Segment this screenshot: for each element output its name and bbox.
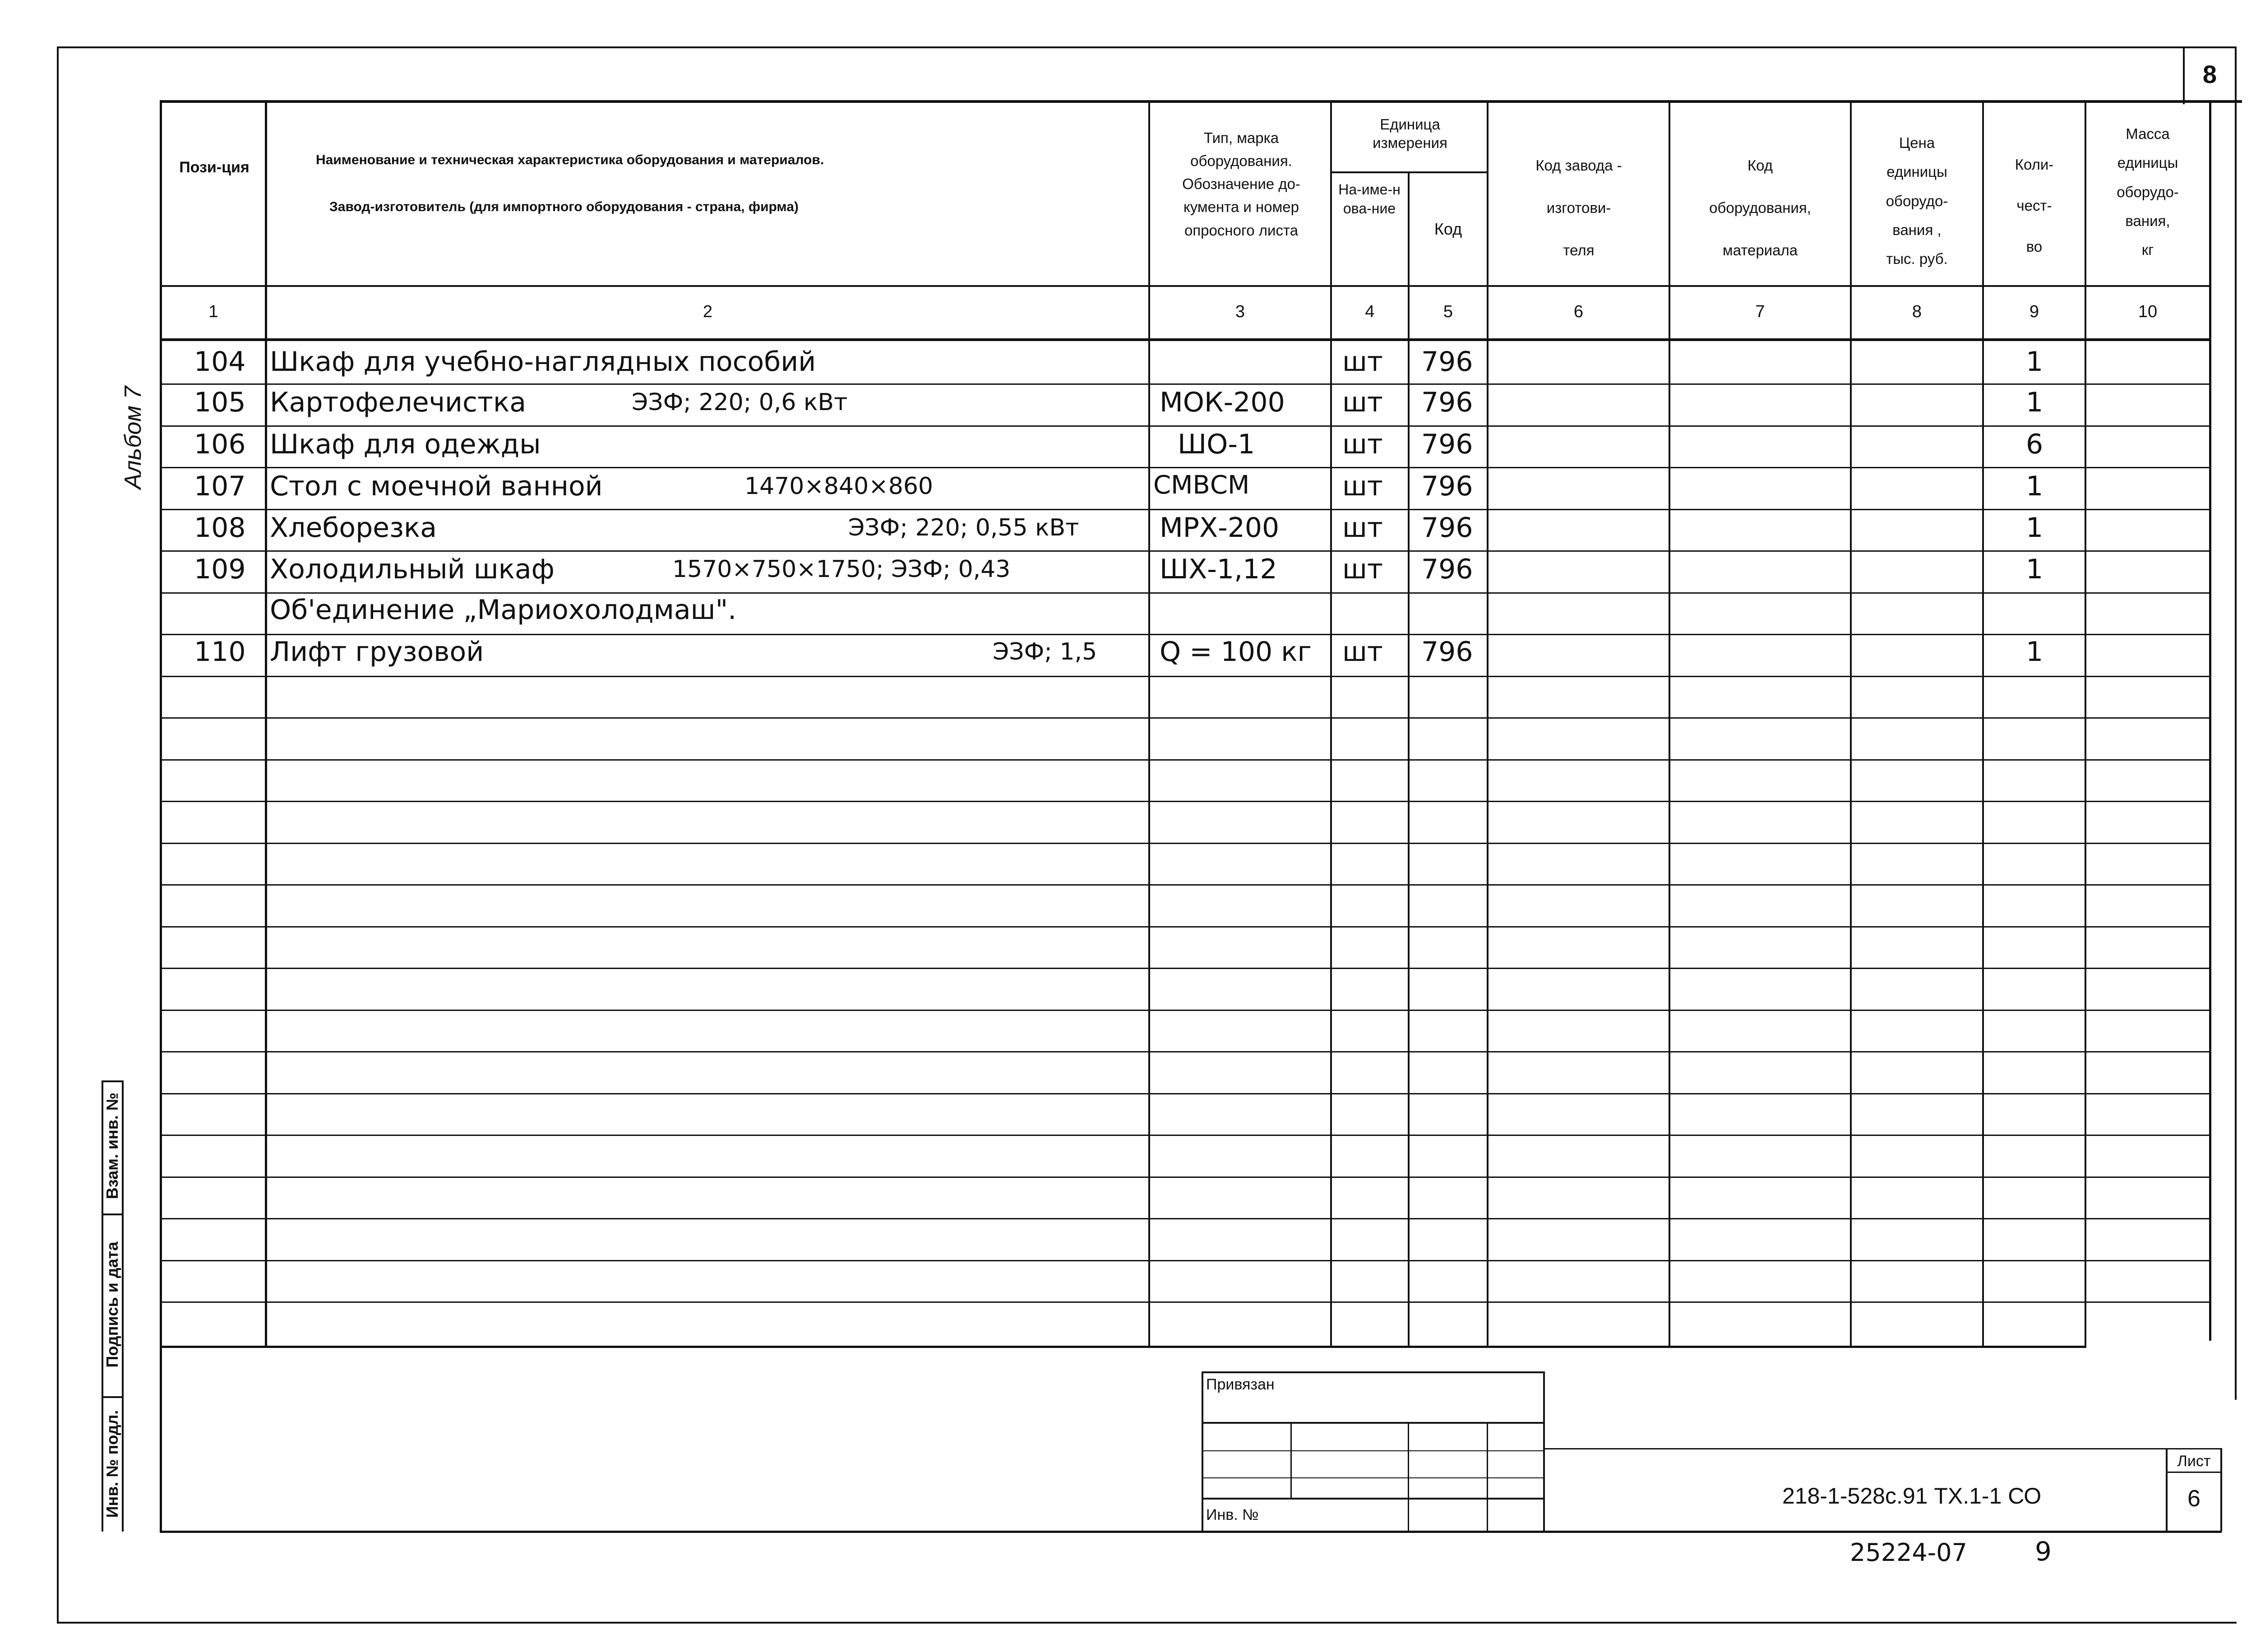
header-price: Цена единицы оборудо- вания , тыс. руб.: [1886, 134, 1948, 268]
stamp-attached-label: Привязан: [1206, 1376, 1275, 1393]
row-104-pos: 104: [194, 346, 246, 378]
sheet-label: Лист: [2177, 1453, 2211, 1470]
row-109-pos: 109: [194, 554, 246, 585]
stamp-inv-label: Инв. №: [1206, 1506, 1259, 1523]
table-row-line: [160, 884, 2211, 886]
colnum-3: 3: [1235, 302, 1245, 321]
header-unit-name: На-име-нова-ние: [1338, 181, 1401, 217]
row-108-spec: ЭЗФ; 220; 0,55 кВт: [848, 514, 1079, 541]
table-row-line: [160, 1010, 2211, 1011]
table-row-line: [160, 383, 2211, 385]
row-109-spec: 1570×750×1750; ЭЗФ; 0,43: [672, 556, 1011, 583]
frame-bottom: [57, 1622, 2237, 1624]
table-row-line: [160, 467, 2211, 468]
row-110-unit: шт: [1342, 636, 1383, 668]
col-sep-8: [1982, 100, 1984, 1347]
col-sep-9: [2085, 100, 2086, 1347]
table-row-line: [160, 634, 2211, 635]
header-quantity: Коли- чест- во: [2015, 156, 2054, 255]
table-row-line: [160, 759, 2211, 761]
row-106-code: 796: [1421, 429, 1473, 460]
table-row-line: [160, 676, 2211, 677]
stamp-line-2: [1202, 1450, 1544, 1451]
header-unit-group: Единица измерения: [1373, 116, 1447, 152]
col-sep-1: [265, 100, 267, 1347]
header-name-line1: Наименование и техническая характеристика оборудования и материалов.: [316, 152, 824, 167]
table-row-line: [160, 1135, 2211, 1136]
col-sep-5: [1487, 100, 1489, 1347]
colnum-8: 8: [1912, 302, 1922, 321]
table-row-line: [160, 926, 2211, 928]
unit-group-line: [1330, 171, 1488, 173]
stamp-line-1: [1202, 1422, 1544, 1424]
doc-code-top-line: [1543, 1448, 2222, 1449]
frame-top: [57, 46, 2237, 48]
margin-stamp-inv-original: Инв. № подл.: [103, 1410, 121, 1518]
archive-number: 25224-07: [1850, 1538, 1967, 1567]
row-105-unit: шт: [1342, 387, 1383, 418]
table-row-line: [160, 843, 2211, 844]
row-106-unit: шт: [1342, 429, 1383, 460]
stamp-box-right: [1543, 1371, 1545, 1532]
document-code: 218-1-528с.91 ТХ.1-1 СО: [1782, 1483, 2042, 1509]
row-108-code: 796: [1421, 512, 1473, 544]
colnum-bottom: [160, 338, 2211, 341]
header-factory-code: Код завода - изготови- теля: [1535, 157, 1622, 259]
table-row-line: [160, 592, 2211, 594]
header-unit-code: Код: [1434, 220, 1462, 238]
row-108-type: МРХ-200: [1160, 512, 1280, 544]
row-105-spec: ЭЗФ; 220; 0,6 кВт: [632, 389, 848, 416]
row-110-name: Лифт грузовой: [270, 636, 484, 668]
row-109-type: ШХ-1,12: [1160, 554, 1277, 585]
row-109-code: 796: [1421, 554, 1473, 585]
header-bottom: [160, 285, 2211, 287]
stamp-box-left: [1202, 1371, 1203, 1532]
row-104-name: Шкаф для учебно-наглядных пособий: [270, 346, 816, 378]
row-106-pos: 106: [194, 429, 246, 460]
row-104-code: 796: [1421, 346, 1473, 378]
col-sep-7: [1850, 100, 1852, 1347]
colnum-10: 10: [2138, 302, 2158, 321]
header-equipment-code: Код оборудования, материала: [1709, 157, 1811, 259]
table-bottom: [160, 1531, 2222, 1533]
col-sep-3: [1330, 100, 1332, 1347]
row-110-qty: 1: [2026, 636, 2043, 668]
header-position: Пози-ция: [179, 159, 250, 176]
row-109-qty: 1: [2026, 554, 2043, 585]
table-row-line: [160, 1093, 2211, 1094]
table-row-line: [160, 509, 2211, 510]
header-type: Тип, марка оборудования. Обозначение до- кумента и номер опросного листа: [1182, 129, 1300, 239]
frame-right: [2235, 46, 2237, 1400]
row-106-type: ШО-1: [1178, 429, 1255, 460]
table-row-line: [160, 1260, 2211, 1261]
row-108-pos: 108: [194, 512, 246, 544]
row-105-type: МОК-200: [1160, 387, 1285, 418]
row-107-name: Стол с моечной ванной: [270, 471, 603, 502]
row-109-unit: шт: [1342, 554, 1383, 585]
row-108-qty: 1: [2026, 512, 2043, 544]
colnum-7: 7: [1755, 302, 1765, 321]
margin-stamp-inv-replace: Взам. инв. №: [103, 1092, 121, 1200]
table-row-line: [160, 801, 2211, 802]
row-109-name: Холодильный шкаф: [270, 554, 555, 585]
table-row-line: [160, 1177, 2211, 1178]
row-108-name: Хлеборезка: [270, 512, 437, 544]
table-top: [160, 100, 2242, 103]
row-110-spec: ЭЗФ; 1,5: [993, 638, 1097, 665]
row-110-code: 796: [1421, 636, 1473, 668]
stamp-box-top: [1202, 1371, 1544, 1373]
sheet-box-mid: [2166, 1472, 2222, 1473]
row-105-pos: 105: [194, 387, 246, 418]
frame-left: [57, 46, 59, 1623]
stamp-vsep-2: [1408, 1422, 1409, 1532]
page-marker: 8: [2202, 60, 2217, 88]
colnum-5: 5: [1443, 302, 1453, 321]
table-row-line: [160, 717, 2211, 719]
row-109-manufacturer: Об'единение „Мариохолодмаш".: [270, 594, 737, 626]
table-row-line: [160, 968, 2211, 969]
row-107-unit: шт: [1342, 471, 1383, 502]
row-107-code: 796: [1421, 471, 1473, 502]
colnum-6: 6: [1573, 302, 1584, 321]
header-name-line2: Завод-изготовитель (для импортного оборудования - страна, фирма): [329, 199, 799, 214]
stamp-line-3: [1202, 1477, 1544, 1478]
row-108-unit: шт: [1342, 512, 1383, 544]
colnum-4: 4: [1365, 302, 1375, 321]
row-105-name: Картофелечистка: [270, 387, 526, 418]
stamp-line-4: [1202, 1498, 1544, 1500]
table-row-line: [160, 425, 2211, 427]
row-110-type: Q = 100 кг: [1160, 636, 1312, 668]
row-107-spec: 1470×840×860: [744, 473, 933, 500]
stamp-vsep-3: [1487, 1422, 1488, 1532]
colnum-9: 9: [2029, 302, 2039, 321]
row-106-name: Шкаф для одежды: [270, 429, 541, 460]
col-sep-2: [1148, 100, 1150, 1347]
colnum-2: 2: [703, 302, 713, 321]
sheet-number: 6: [2187, 1486, 2201, 1512]
colnum-1: 1: [208, 302, 218, 321]
table-row-line: [160, 1218, 2211, 1219]
archive-page: 9: [2035, 1536, 2052, 1567]
row-105-code: 796: [1421, 387, 1473, 418]
stamp-vsep-1: [1290, 1422, 1292, 1499]
table-row-line: [160, 1301, 2211, 1303]
row-110-pos: 110: [194, 636, 246, 668]
header-mass: Масса единицы оборудо- вания, кг: [2117, 125, 2179, 258]
album-label: Альбом 7: [120, 386, 146, 489]
row-104-unit: шт: [1342, 346, 1383, 378]
row-107-type: СМВСМ: [1153, 471, 1250, 500]
row-106-qty: 6: [2026, 429, 2043, 460]
table-body-bottom: [160, 1346, 2086, 1348]
table-row-line: [160, 1051, 2211, 1052]
row-107-pos: 107: [194, 471, 246, 502]
row-105-qty: 1: [2026, 387, 2043, 418]
table-row-line: [160, 550, 2211, 552]
col-sep-6: [1669, 100, 1670, 1347]
margin-stamp-signature-date: Подпись и дата: [103, 1241, 121, 1368]
row-104-qty: 1: [2026, 346, 2043, 378]
sheet-box-right: [2220, 1448, 2222, 1532]
row-107-qty: 1: [2026, 471, 2043, 502]
